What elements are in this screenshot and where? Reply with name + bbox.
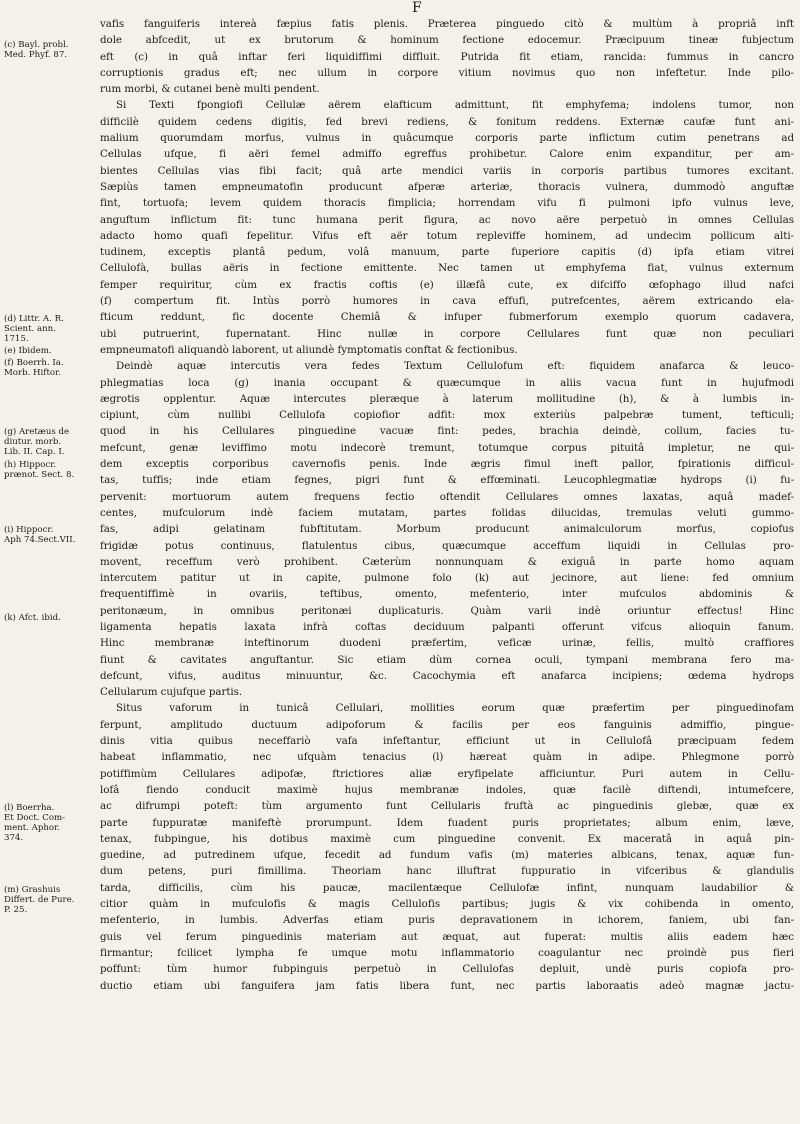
text-line: ferpunt, amplitudo ductuum adipoforum & facilis per eos fanguinis admiffio, pingue-	[100, 718, 794, 731]
text-line: fticum reddunt, fic docente Chemiâ & infuper fubmerforum exemplo quorum cadavera,	[100, 311, 794, 324]
text-line: ægrotis opplentur. Aquæ intercutes pleræque à laterum mollitudine (h), & à lumbis in-	[100, 392, 794, 405]
text-line: adacto homo quafi fepelitur. Vifus eft aër totum repleviffe hominem, ad undecim pollicum alti-	[100, 229, 794, 242]
text-line: malium quorumdam morfus, vulnus in quâcumque corporis parte inflictum cutim penetrans ad	[100, 132, 794, 145]
text-line: defcunt, vifus, auditus minuuntur, &c. Cacochymia eft anafarca incipiens; œdema hydrops	[100, 669, 794, 682]
margin-note-boerhaave-1: (f) Boerrh. Ia. Morb. Hiftor.	[4, 358, 64, 378]
text-line: ligamenta hepatis laxata infrà coftas deciduum palpanti offerunt vifcus alioquin fanum.	[100, 620, 794, 633]
text-line: ac difrumpi poteft: tùm argumento funt Cellularis fruftà ac pinguedinis glebæ, quæ ex	[100, 800, 794, 813]
text-line: anguftum inflictum fit: tunc humana perit figura, ac novo aëre perpetuò in omnes Cellulas	[100, 213, 794, 226]
text-line: fas, adipi gelatinam fubftitutam. Morbum producunt animalculorum morfus, copiofus	[100, 523, 794, 536]
text-line	[100, 994, 794, 1010]
text-line: Situs vaforum in tunicâ Cellulari, mollities eorum quæ præfertim per pinguedinofam	[116, 702, 794, 715]
text-line: Cellularum cujufque partis.	[100, 686, 243, 699]
signature-mark: F	[412, 0, 422, 16]
text-line: Si Texti fpongiofi Cellulæ aërem elafticum admittunt, fit emphyfema; indolens tumor, non	[116, 99, 794, 112]
text-line: Sæpiùs tamen empneumatofin producunt afperæ arteriæ, thoracis vulnera, dummodò anguftæ	[100, 180, 794, 193]
margin-note-boerhaave-2: (l) Boerrha. Et Doct. Com- ment. Aphor. 374.	[4, 803, 66, 843]
text-line: centes, mufculorum indè faciem mutatam, partes folidas dilucidas, tremulas veluti gummo-	[100, 506, 794, 519]
text-line: fint, tortuofa; levem quidem thoracis fimplicia; horrendam vifu fi pulmoni ipfo vulnus leve,	[100, 197, 794, 210]
text-line: tas, tuffis; inde etiam fegnes, pigri funt & effœminati. Leucophlegmatiæ hydrops (i) fu-	[100, 474, 794, 487]
text-line: eft (c) in quâ inftar feri liquidiffimi diffluit. Putrida fit etiam, rancida: fummus in cancro	[100, 50, 794, 63]
text-line: guedine, ad putredinem ufque, fecedit ad fundum vafis (m) materies albicans, tenax, aquæ fun-	[100, 849, 794, 862]
text-line: bientes Cellulas vias fibi facit; quâ arte mendici variis in corporis partibus tumores excitant.	[100, 164, 794, 177]
text-line: dum petens, puri fimillima. Theoriam hanc illuftrat fuppuratio in vifceribus & glandulis	[100, 865, 794, 878]
text-line: (f) compertum fit. Intùs porrò humores in cava effufi, putrefcentes, aërem extricando ela-	[100, 295, 794, 308]
text-line: dole abfcedit, ut ex brutorum & hominum fectione edocemur. Præcipuum tineæ fubjectum	[100, 34, 794, 47]
text-line: dinis vitia quibus neceffariò vafa infeftantur, efficiunt ut in Cellulofâ præcipuam fedem	[100, 735, 794, 748]
margin-note-afct: (k) Afct. ibid.	[4, 613, 61, 623]
text-line: vafis fanguiferis intereà fæpius fatis plenis. Præterea pinguedo citò & multùm à propriâ inft	[100, 18, 794, 30]
text-line: ductio etiam ubi fanguifera jam fatis libera funt, nec partis laboraatis adeò magnæ jactu-	[100, 979, 794, 992]
text-line: lofâ fiendo conducit maximè hujus membranæ indoles, quæ facilè diftendi, intumefcere,	[100, 783, 794, 796]
text-line: mefcunt, genæ leviffimo motu indecorè tremunt, totumque corpus pituitâ impletur, ne qui-	[100, 441, 794, 454]
text-line: femper requiritur, cùm ex fractis coftis (e) illæfâ cute, ex difciffo œfophago illud nafci	[100, 278, 794, 291]
text-line: dem exceptis corporibus cavernofis penis. Inde ægris fimul ineft pallor, fpirationis difficul-	[100, 458, 794, 471]
text-line: Cellulas ufque, fi aëri femel admiffo egreffus prohibetur. Calore enim expanditur, per am-	[100, 148, 794, 161]
text-line: corruptionis gradus eft; nec ullum in corpore vitium novimus quo non infeftetur. Inde pilo-	[100, 66, 794, 79]
text-line: frequentiffimè in ovariis, teftibus, omento, mefenterio, inter mufculos abdominis &	[100, 588, 794, 601]
text-line: intercutem patitur ut in capite, pulmone folo (k) aut jecinore, aut liene: fed omnium	[100, 572, 794, 585]
text-line: movent, receffum verò prohibent. Cæterùm nonnunquam & exiguâ in parte homo aquam	[100, 555, 794, 568]
margin-note-grashuis: (m) Grashuis Differt. de Pure. P. 25.	[4, 885, 75, 915]
margin-note-aretaeus: (g) Aretæus de diutur. morb. Lib. II. Cap. I.	[4, 427, 70, 457]
text-line: rum morbi, & cutanei benè multi pendent.	[100, 83, 320, 96]
text-line: potiffimùm Cellulares adipofæ, ftrictiores aliæ eryfipelate afficiuntur. Puri autem in Cellu-	[100, 767, 794, 780]
text-line: mefenterio, in lumbis. Adverfas etiam puris depravationem in ichorem, faniem, ubi fan-	[100, 914, 794, 927]
margin-note-bayl: (c) Bayl. probl. Med. Phyf. 87.	[4, 40, 69, 60]
text-line: phlegmatias loca (g) inania occupant & quæcumque in aliis vacua funt in hujufmodi	[100, 376, 794, 389]
text-line	[100, 1026, 794, 1042]
margin-note-hippocrates-2: (i) Hippocr. Aph 74.Sect.VII.	[4, 525, 76, 545]
margin-note-littr: (d) Littr. A. R. Scient. ann. 1715.	[4, 314, 64, 344]
text-line: poffunt: tùm humor fubpinguis perpetuò in Cellulofas depluit, undè puris copiofa pro-	[100, 963, 794, 976]
text-line: Hinc membranæ inteftinorum duodeni præfertim, veficæ urinæ, fellis, multò craffiores	[100, 637, 794, 650]
text-line: fiunt & cavitates anguftantur. Sic etiam dùm cornea oculi, tympani membrana fero ma-	[100, 653, 794, 666]
main-text	[100, 16, 794, 1043]
text-line: quod in his Cellulares pinguedine vacuæ fint: pedes, brachia deindè, collum, facies tu-	[100, 425, 794, 438]
text-line: cipiunt, cùm nullibi Cellulofa copiofior adfit: mox exteriùs palpebræ tument, tefticuli;	[100, 409, 794, 422]
text-line: peritonæum, in omnibus peritonæi duplicaturis. Quàm varii indè oriuntur effectus! Hinc	[100, 604, 794, 617]
text-line: tenax, fubpingue, his dotibus maximè cum pinguedine convenit. Ex maceratâ in aquâ pin-	[100, 832, 794, 845]
text-line: frigidæ potus continuus, flatulentus cibus, quæcumque acceffum liquidi in Cellulas pro-	[100, 539, 794, 552]
text-line: Deindè aquæ intercutis vera fedes Textum Cellulofum eft: fiquidem anafarca & leuco-	[116, 360, 794, 373]
margin-note-hippocrates-1: (h) Hippocr. prænot. Sect. 8.	[4, 460, 75, 480]
text-line: ubi putruerint, fupernatant. Hinc nullæ in corpore Cellulares funt quæ non peculiari	[100, 327, 794, 340]
text-line: parte fuppuratæ manifeftè prorumpunt. Idem fuadent puris proprietates; album enim, læve,	[100, 816, 794, 829]
text-line: tudinem, exceptis plantâ pedum, volâ manuum, parte fuperiore capitis (d) ipfa etiam vitrei	[100, 246, 794, 259]
text-line: habeat inflammatio, nec ufquàm tenacius (l) hæreat quàm in adipe. Phlegmone porrò	[100, 751, 794, 764]
text-line: difficilè quidem cedens digitis, fed brevi rediens, & fonitum reddens. Externæ caufæ funt ani-	[100, 115, 794, 128]
text-line: Cellulofà, bullas aëris in fectione emittente. Nec tamen ut emphyfema fiat, vulnus externum	[100, 262, 794, 275]
text-line: citior quàm in mufculofis & magis Cellulofis partibus; jugis & vix cohibenda in omento,	[100, 898, 794, 911]
text-line: guis vel ferum pinguedinis materiam aut æquat, aut fuperat: multis aliis eadem hæc	[100, 930, 794, 943]
margin-note-ibidem: (e) Ibidem.	[4, 346, 52, 356]
text-line: pervenit: mortuorum autem frequens fectio oftendit Cellulares omnes laxatas, aquâ madef-	[100, 490, 794, 503]
text-line	[100, 1010, 794, 1026]
text-line: empneumatofi aliquandò laborent, ut aliundè fymptomatis conftat & fectionibus.	[100, 343, 518, 356]
text-line: firmantur; fcilicet lympha fe umque motu inflammatorio coagulantur nec proindè pus fieri	[100, 946, 794, 959]
text-line: tarda, difficilis, cùm his paucæ, macilentæque Cellulofæ infint, nunquam laudabilior &	[100, 881, 794, 894]
